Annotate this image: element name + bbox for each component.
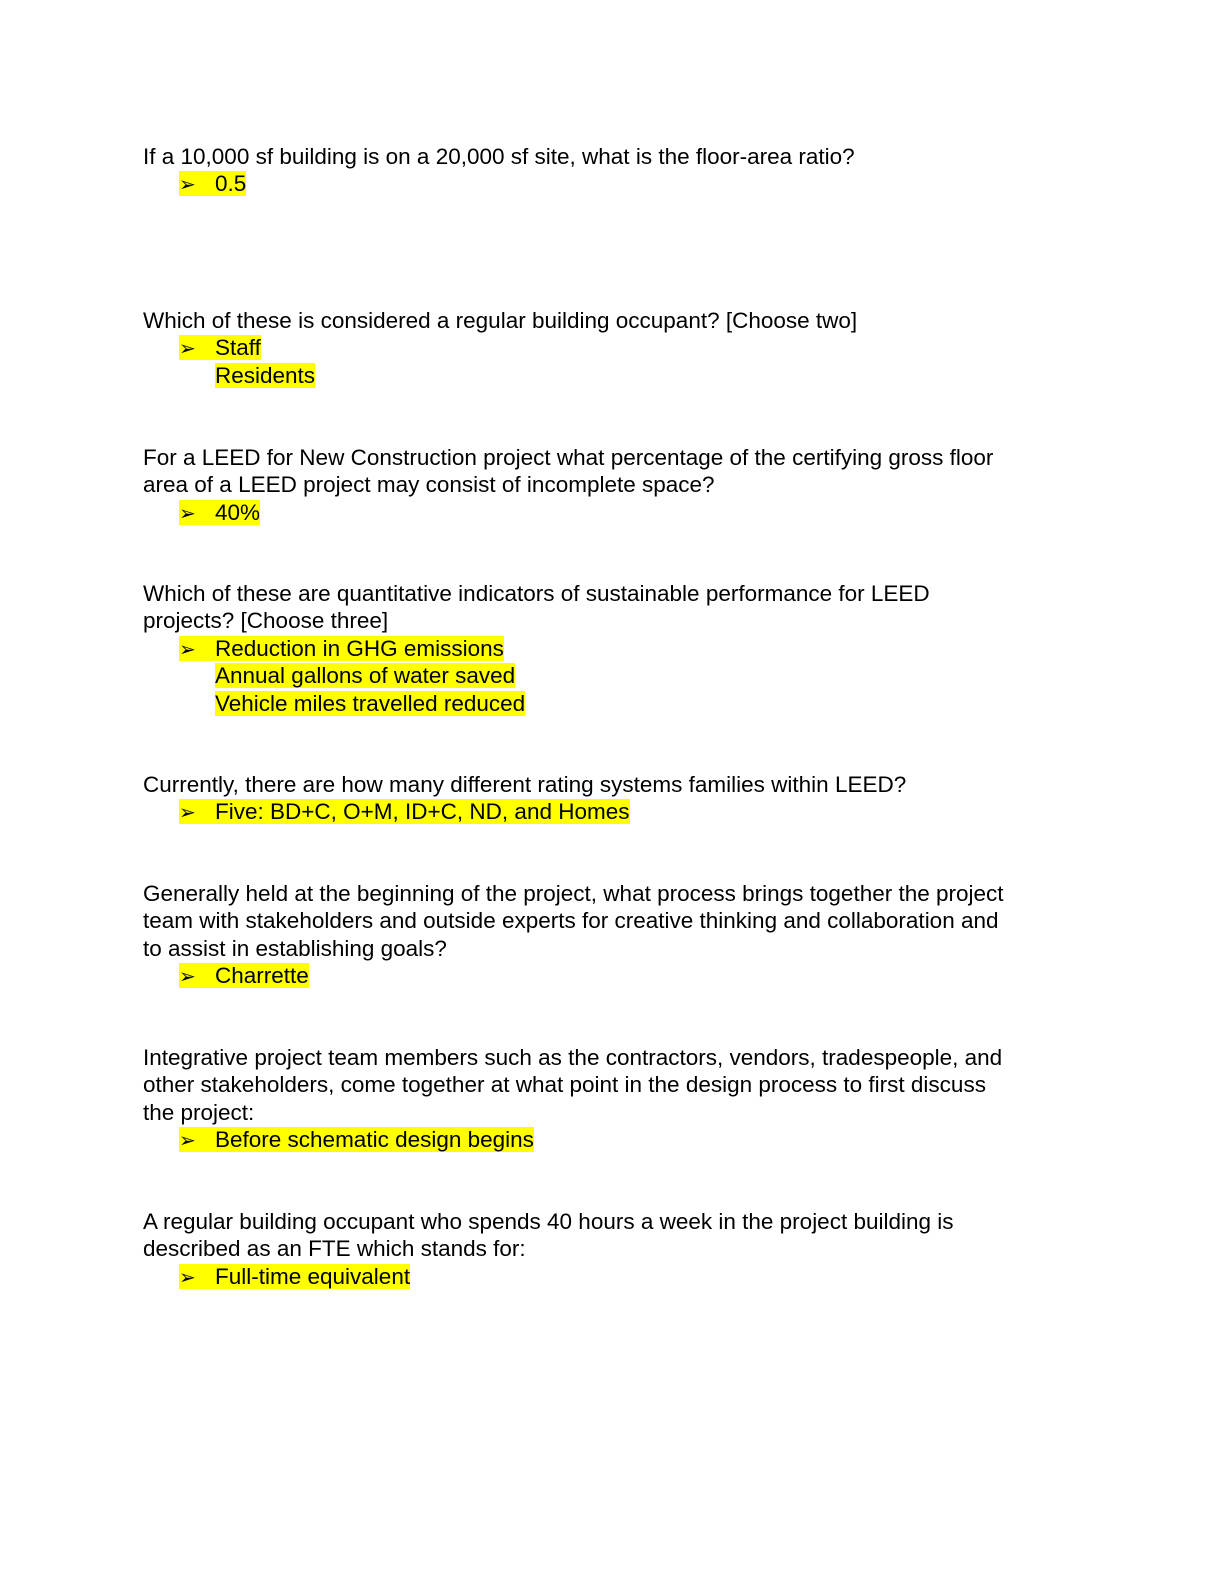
answers-2	[179, 334, 1063, 389]
question-4	[143, 580, 1063, 635]
arrow-bullet-icon: ➢	[179, 1264, 196, 1289]
arrow-bullet-icon: ➢	[179, 500, 196, 525]
question-line: projects? [Choose three]	[143, 608, 389, 634]
answer-line	[179, 1126, 1063, 1153]
answer-line	[179, 962, 1063, 989]
question-line: A regular building occupant who spends 40 hours a week in the project building is	[143, 1209, 954, 1234]
answer-text: Annual gallons of water saved	[215, 663, 516, 689]
answer-text: 0.5	[215, 171, 247, 197]
answer-line	[179, 690, 1063, 717]
question-8	[143, 1208, 1063, 1263]
arrow-bullet-icon: ➢	[179, 336, 196, 361]
qa-block-8	[143, 1208, 1063, 1290]
answers-3	[179, 499, 1063, 526]
question-line: described as an FTE which stands for:	[143, 1236, 526, 1262]
answer-highlight	[179, 799, 630, 824]
answer-text: 40%	[215, 499, 261, 525]
question-6	[143, 880, 1063, 962]
answer-text: Staff	[215, 335, 261, 361]
arrow-bullet-icon: ➢	[179, 800, 196, 825]
answer-text: Before schematic design begins	[215, 1127, 534, 1153]
qa-block-6	[143, 880, 1063, 990]
question-line: area of a LEED project may consist of incomplete space?	[143, 472, 715, 498]
answer-line	[179, 662, 1063, 689]
question-line: Which of these are quantitative indicators of sustainable performance for LEED	[143, 581, 930, 606]
answer-text: Residents	[215, 362, 316, 388]
answer-line	[179, 170, 1063, 197]
arrow-bullet-icon: ➢	[179, 1128, 196, 1153]
qa-block-7	[143, 1044, 1063, 1154]
answer-highlight	[179, 335, 261, 360]
answer-text: Full-time equivalent	[215, 1263, 411, 1289]
answer-text: Vehicle miles travelled reduced	[215, 690, 526, 716]
answer-highlight	[215, 363, 315, 388]
qa-block-1	[143, 143, 1063, 198]
answer-highlight	[179, 963, 309, 988]
qa-block-4	[143, 580, 1063, 717]
answer-text: Reduction in GHG emissions	[215, 635, 504, 661]
answer-text: Charrette	[215, 963, 309, 989]
question-line: If a 10,000 sf building is on a 20,000 sf site, what is the floor-area ratio?	[143, 144, 855, 169]
arrow-bullet-icon: ➢	[179, 964, 196, 989]
answer-highlight	[179, 171, 246, 196]
answers-7	[179, 1126, 1063, 1153]
answer-highlight	[179, 500, 260, 525]
answer-line	[179, 334, 1063, 361]
answers-5	[179, 798, 1063, 825]
question-line: For a LEED for New Construction project what percentage of the certifying gross floor	[143, 445, 994, 470]
question-line: the project:	[143, 1099, 255, 1125]
answer-line	[179, 1263, 1063, 1290]
question-line: Currently, there are how many different rating systems families within LEED?	[143, 772, 907, 797]
question-7	[143, 1044, 1063, 1126]
question-5	[143, 771, 1063, 798]
answer-highlight	[215, 663, 515, 688]
question-line: Integrative project team members such as the contractors, vendors, tradespeople, and	[143, 1045, 1003, 1070]
answers-8	[179, 1263, 1063, 1290]
answers-6	[179, 962, 1063, 989]
answer-highlight	[179, 1264, 410, 1289]
arrow-bullet-icon: ➢	[179, 172, 196, 197]
answer-line	[179, 635, 1063, 662]
question-2	[143, 307, 1063, 334]
question-line: other stakeholders, come together at what point in the design process to first discuss	[143, 1072, 986, 1098]
question-line: Generally held at the beginning of the project, what process brings together the project	[143, 881, 1004, 906]
answer-highlight	[215, 691, 525, 716]
answer-line	[179, 499, 1063, 526]
question-line: team with stakeholders and outside experts for creative thinking and collaboration and	[143, 908, 999, 934]
answer-highlight	[179, 636, 504, 661]
qa-block-3	[143, 444, 1063, 526]
question-1	[143, 143, 1063, 170]
question-line: Which of these is considered a regular building occupant? [Choose two]	[143, 308, 858, 333]
question-3	[143, 444, 1063, 499]
answer-line	[179, 798, 1063, 825]
answers-4	[179, 635, 1063, 717]
answer-line	[179, 362, 1063, 389]
answer-highlight	[179, 1127, 534, 1152]
answers-1	[179, 170, 1063, 197]
qa-block-5	[143, 771, 1063, 826]
qa-block-2	[143, 307, 1063, 389]
answer-text: Five: BD+C, O+M, ID+C, ND, and Homes	[215, 799, 630, 825]
question-line: to assist in establishing goals?	[143, 935, 447, 961]
arrow-bullet-icon: ➢	[179, 636, 196, 661]
